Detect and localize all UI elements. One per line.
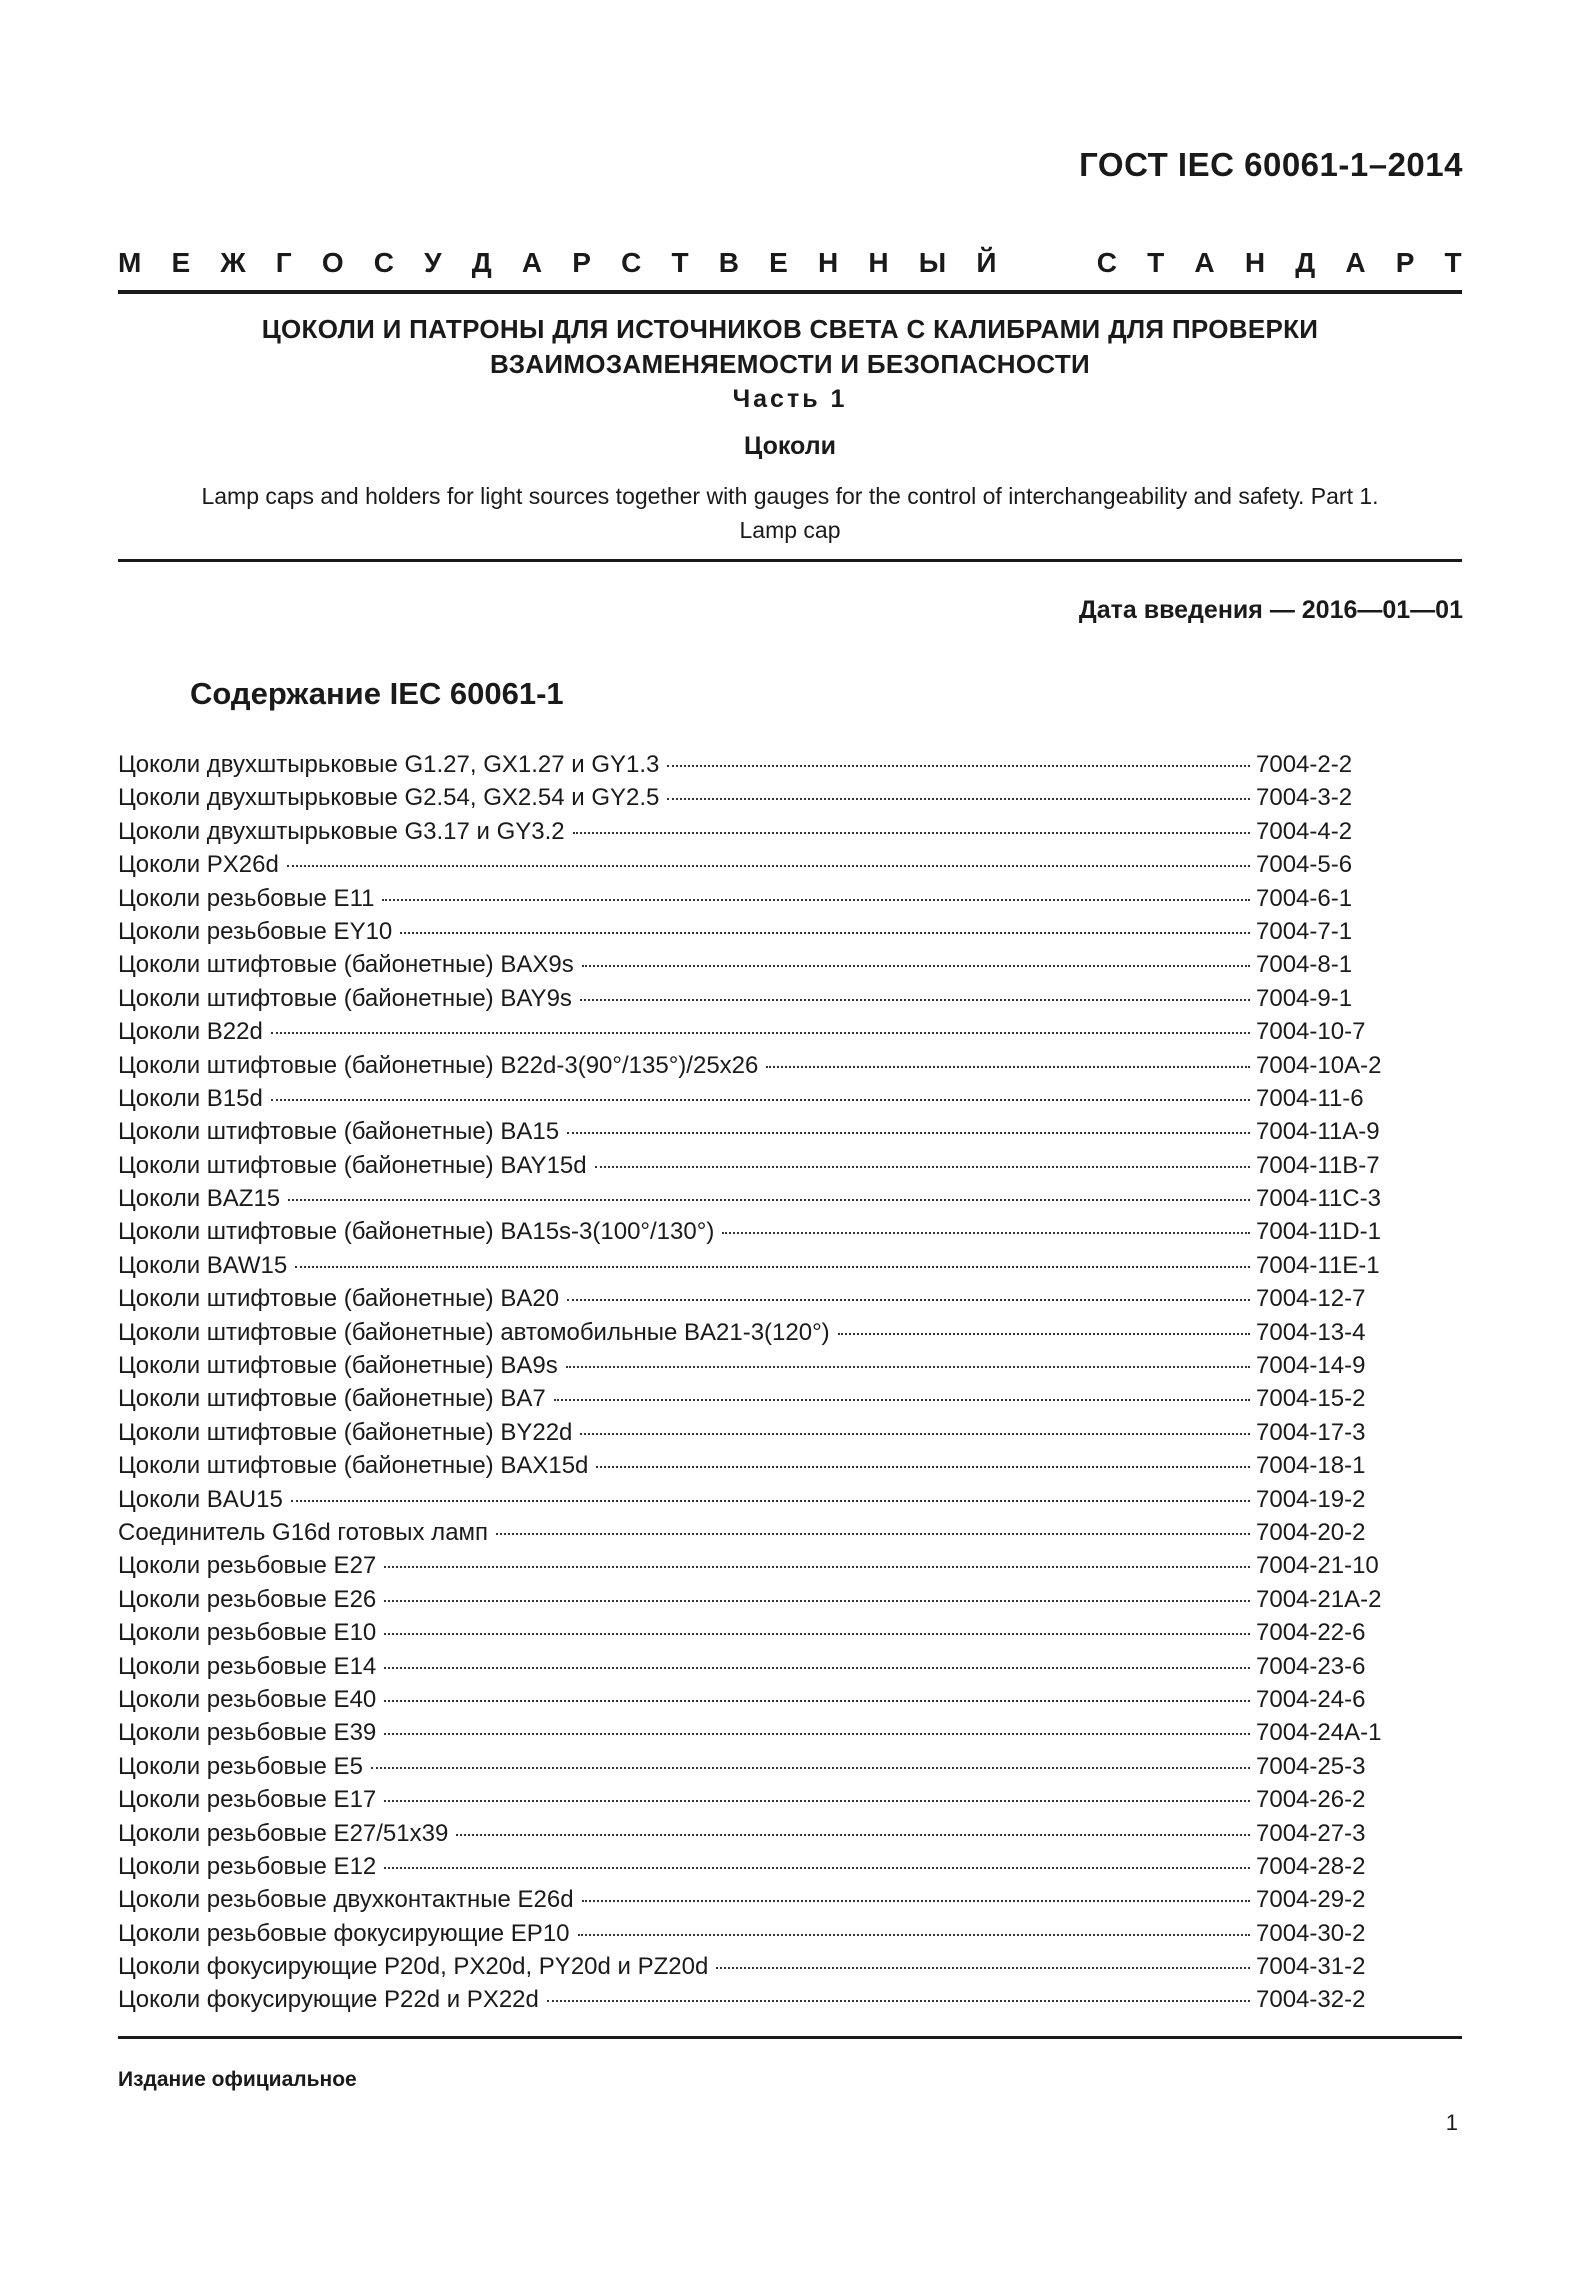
toc-entry-label: Цоколи штифтовые (байонетные) BA15: [118, 1118, 560, 1146]
toc-dot-leader: [384, 1733, 1250, 1735]
toc-dot-leader: [547, 2000, 1250, 2002]
banner-letter: Р: [572, 247, 591, 278]
toc-dot-leader: [291, 1500, 1250, 1502]
banner-letter: Н: [1244, 247, 1266, 278]
toc-entry-page: 7004-3-2: [1256, 784, 1353, 812]
toc-entry-label: Цоколи резьбовые E14: [118, 1652, 377, 1680]
toc-entry-label: Цоколи PX26d: [118, 851, 279, 879]
banner-letter: Т: [1147, 247, 1165, 278]
banner-letter: О: [321, 247, 344, 278]
toc-entry: [118, 1382, 1408, 1415]
toc-dot-leader: [566, 1366, 1250, 1368]
toc-entry-label: Цоколи штифтовые (байонетные) BAX9s: [118, 951, 574, 979]
toc-entry: [118, 1983, 1408, 2016]
toc-entry-label: Цоколи двухштырьковые G1.27, GX1.27 и GY1.3: [118, 751, 660, 778]
toc-entry: [118, 1883, 1408, 1916]
toc-entry-page: 7004-11-6: [1256, 1084, 1364, 1112]
toc-dot-leader: [722, 1232, 1250, 1234]
toc-entry-label: Цоколи B15d: [118, 1084, 263, 1112]
toc-entry: [118, 1817, 1408, 1850]
toc-entry: [118, 1249, 1408, 1282]
banner-letter: Е: [769, 247, 788, 278]
banner-letter: У: [424, 247, 442, 278]
banner-letter: С: [621, 247, 642, 278]
toc-entry-label: Цоколи штифтовые (байонетные) BA7: [118, 1385, 546, 1413]
toc-entry: [118, 1549, 1408, 1582]
toc-entry: [118, 1115, 1408, 1148]
banner-letter: Н: [868, 247, 889, 278]
toc-entry: [118, 1049, 1408, 1082]
banner-letter: С: [373, 247, 394, 278]
toc-entry: [118, 982, 1408, 1015]
toc-dot-leader: [838, 1333, 1250, 1335]
toc-entry: [118, 1015, 1408, 1048]
toc-entry-label: Цоколи резьбовые E11: [118, 884, 375, 912]
toc-entry-label: Цоколи резьбовые E5: [118, 1752, 363, 1780]
toc-entry: [118, 815, 1408, 848]
toc-entry-label: Цоколи резьбовые E39: [118, 1719, 377, 1747]
toc-entry: [118, 1483, 1408, 1516]
toc-entry-label: Цоколи BAZ15: [118, 1185, 281, 1213]
title-subtitle: Цоколи: [744, 432, 836, 460]
toc-entry: [118, 1182, 1408, 1215]
title-line-1: ЦОКОЛИ И ПАТРОНЫ ДЛЯ ИСТОЧНИКОВ СВЕТА С КАЛИБРАМИ ДЛЯ ПРОВЕРКИ: [261, 314, 1319, 344]
toc-dot-leader: [382, 899, 1250, 901]
banner-letter: Д: [1295, 247, 1316, 278]
toc-entry-page: 7004-20-2: [1256, 1518, 1366, 1546]
toc-entry-label: Цоколи резьбовые E27/51x39: [118, 1819, 449, 1847]
toc-entry-label: Цоколи двухштырьковые G2.54, GX2.54 и GY2.5: [118, 784, 660, 812]
toc-dot-leader: [667, 798, 1250, 800]
interstate-standard-banner: [118, 247, 1462, 279]
footer-rule: [118, 2036, 1462, 2039]
banner-letter: Й: [976, 247, 997, 278]
toc-dot-leader: [384, 1867, 1250, 1869]
toc-dot-leader: [295, 1266, 1250, 1268]
page-number: 1: [1445, 2110, 1458, 2135]
toc-entry-page: 7004-10-7: [1256, 1018, 1366, 1046]
toc-entry: [118, 1349, 1408, 1382]
header-rule: [118, 290, 1462, 294]
toc-entry-page: 7004-24A-1: [1256, 1719, 1382, 1747]
toc-dot-leader: [288, 1199, 1250, 1201]
title-part: Часть 1: [732, 385, 848, 413]
toc-entry-label: Цоколи штифтовые (байонетные) BAY15d: [118, 1151, 587, 1179]
toc-entry-label: Цоколи резьбовые E12: [118, 1852, 377, 1880]
toc-dot-leader: [384, 1633, 1250, 1635]
banner-letter: Е: [171, 247, 191, 278]
banner-letter: Т: [671, 247, 689, 278]
toc-entry: [118, 1583, 1408, 1616]
banner-letter: Н: [817, 247, 839, 278]
toc-entry-page: 7004-27-3: [1256, 1819, 1366, 1847]
toc-entry: [118, 1917, 1408, 1950]
toc-dot-leader: [766, 1066, 1250, 1068]
toc-entry-page: 7004-11D-1: [1256, 1218, 1381, 1246]
toc-dot-leader: [496, 1533, 1250, 1535]
toc-entry-page: 7004-6-1: [1256, 884, 1353, 912]
toc-entry-label: Цоколи B22d: [118, 1018, 263, 1046]
title-line-2: ВЗАИМОЗАМЕНЯЕМОСТИ И БЕЗОПАСНОСТИ: [489, 349, 1091, 379]
toc-entry-page: 7004-7-1: [1256, 917, 1353, 945]
banner-letter: Д: [471, 247, 492, 278]
toc-entry: [118, 1082, 1408, 1115]
toc-dot-leader: [595, 1166, 1250, 1168]
toc-dot-leader: [371, 1767, 1250, 1769]
toc-entry-label: Цоколи штифтовые (байонетные) BY22d: [118, 1418, 573, 1446]
toc-entry-label: Цоколи резьбовые EY10: [118, 917, 393, 945]
toc-dot-leader: [271, 1032, 1250, 1034]
toc-dot-leader: [582, 1900, 1250, 1902]
toc-entry: [118, 1750, 1408, 1783]
toc-entry-page: 7004-23-6: [1256, 1652, 1366, 1680]
toc-entry: [118, 948, 1408, 981]
table-of-contents: [118, 748, 1408, 2017]
banner-letter: В: [718, 247, 739, 278]
toc-entry-page: 7004-31-2: [1256, 1953, 1366, 1981]
toc-entry: [118, 1650, 1408, 1683]
toc-entry-label: Цоколи резьбовые E27: [118, 1552, 377, 1580]
title-english-line-2: Lamp cap: [739, 517, 841, 543]
toc-entry: [118, 848, 1408, 881]
toc-entry-page: 7004-4-2: [1256, 817, 1353, 845]
toc-entry-label: Цоколи штифтовые (байонетные) BA15s-3(100°/130°): [118, 1218, 715, 1246]
toc-entry-label: Цоколи фокусирующие P22d и PX22d: [118, 1986, 539, 2014]
toc-dot-leader: [554, 1399, 1250, 1401]
toc-entry-page: 7004-18-1: [1256, 1452, 1366, 1480]
toc-dot-leader: [287, 865, 1250, 867]
toc-entry-label: Цоколи фокусирующие P20d, PX20d, PY20d и PZ20d: [118, 1953, 709, 1981]
toc-entry-page: 7004-5-6: [1256, 851, 1353, 879]
banner-letter: А: [521, 247, 543, 278]
toc-entry-label: Цоколи резьбовые фокусирующие EP10: [118, 1919, 570, 1947]
banner-letter: Р: [1395, 247, 1415, 278]
banner-word-gap: [1027, 247, 1067, 279]
toc-entry-page: 7004-30-2: [1256, 1919, 1366, 1947]
toc-entry-page: 7004-13-4: [1256, 1318, 1366, 1346]
toc-entry-label: Цоколи двухштырьковые G3.17 и GY3.2: [118, 817, 565, 845]
toc-dot-leader: [271, 1099, 1250, 1101]
toc-dot-leader: [596, 1466, 1250, 1468]
toc-entry: [118, 1449, 1408, 1482]
title-english: [118, 479, 1462, 547]
banner-letter: М: [118, 247, 142, 278]
toc-entry-page: 7004-25-3: [1256, 1752, 1366, 1780]
toc-entry: [118, 1950, 1408, 1983]
toc-dot-leader: [384, 1800, 1250, 1802]
introduction-date: Дата введения — 2016—01—01: [1078, 596, 1463, 624]
toc-entry: [118, 1282, 1408, 1315]
toc-entry: [118, 1316, 1408, 1349]
toc-entry-page: 7004-28-2: [1256, 1852, 1366, 1880]
banner-letter: С: [1096, 247, 1117, 278]
toc-entry: [118, 1149, 1408, 1182]
toc-entry: [118, 1783, 1408, 1816]
toc-entry-label: Цоколи штифтовые (байонетные) B22d-3(90°/135°)/25x26: [118, 1051, 759, 1079]
toc-entry-label: Цоколи штифтовые (байонетные) BAY9s: [118, 984, 572, 1012]
toc-heading: Содержание IEC 60061-1: [190, 676, 564, 711]
toc-dot-leader: [567, 1299, 1250, 1301]
toc-dot-leader: [567, 1132, 1250, 1134]
toc-dot-leader: [716, 1967, 1250, 1969]
banner-letter: Г: [275, 247, 292, 278]
toc-entry: [118, 915, 1408, 948]
toc-entry-label: Цоколи резьбовые E40: [118, 1685, 377, 1713]
toc-dot-leader: [578, 1934, 1250, 1936]
toc-entry-page: 7004-19-2: [1256, 1485, 1366, 1513]
banner-letter: Т: [1444, 247, 1462, 278]
toc-entry: [118, 1850, 1408, 1883]
toc-dot-leader: [384, 1566, 1250, 1568]
toc-dot-leader: [582, 965, 1250, 967]
toc-entry: [118, 1516, 1408, 1549]
toc-entry-page: 7004-29-2: [1256, 1886, 1366, 1914]
toc-entry-page: 7004-11A-9: [1256, 1118, 1380, 1146]
toc-entry: [118, 748, 1408, 781]
toc-dot-leader: [580, 999, 1250, 1001]
banner-letter: Ж: [220, 247, 246, 278]
toc-entry-page: 7004-22-6: [1256, 1619, 1366, 1647]
toc-dot-leader: [384, 1600, 1250, 1602]
toc-entry-label: Цоколи штифтовые (байонетные) BA20: [118, 1285, 560, 1313]
toc-dot-leader: [384, 1700, 1250, 1702]
toc-dot-leader: [667, 765, 1250, 767]
toc-entry-page: 7004-32-2: [1256, 1986, 1366, 2014]
toc-entry-page: 7004-11C-3: [1256, 1185, 1381, 1213]
document-id: ГОСТ IEC 60061-1–2014: [1079, 146, 1463, 183]
toc-entry-label: Цоколи штифтовые (байонетные) BA9s: [118, 1352, 558, 1380]
toc-entry-page: 7004-24-6: [1256, 1685, 1366, 1713]
toc-dot-leader: [384, 1667, 1250, 1669]
banner-letter: А: [1194, 247, 1215, 278]
toc-dot-leader: [456, 1834, 1250, 1836]
title-english-line-1: Lamp caps and holders for light sources together with gauges for the control of interchangeability and safety. Part 1.: [201, 483, 1379, 509]
toc-entry: [118, 1215, 1408, 1248]
title-block: [118, 312, 1462, 547]
toc-dot-leader: [573, 832, 1250, 834]
toc-entry-page: 7004-9-1: [1256, 984, 1353, 1012]
edition-label: Издание официальное: [118, 2068, 357, 2091]
toc-entry: [118, 781, 1408, 814]
toc-entry-page: 7004-15-2: [1256, 1385, 1366, 1413]
toc-entry-page: 7004-21A-2: [1256, 1585, 1382, 1613]
title-rule: [118, 559, 1462, 562]
toc-entry-page: 7004-21-10: [1256, 1552, 1379, 1580]
toc-entry-label: Цоколи BAW15: [118, 1251, 288, 1279]
toc-entry-page: 7004-8-1: [1256, 951, 1353, 979]
toc-entry-page: 7004-12-7: [1256, 1285, 1366, 1313]
toc-entry-label: Цоколи резьбовые E17: [118, 1786, 377, 1814]
toc-entry-label: Цоколи резьбовые E26: [118, 1585, 377, 1613]
toc-entry: [118, 1416, 1408, 1449]
toc-dot-leader: [400, 932, 1250, 934]
toc-dot-leader: [580, 1433, 1250, 1435]
banner-letter: А: [1345, 247, 1366, 278]
toc-entry: [118, 1683, 1408, 1716]
toc-entry: [118, 882, 1408, 915]
banner-letter: Ы: [918, 247, 947, 278]
toc-entry-label: Цоколи штифтовые (байонетные) автомобильные BA21-3(120°): [118, 1318, 830, 1346]
toc-entry-page: 7004-11E-1: [1256, 1251, 1380, 1279]
toc-entry: [118, 1616, 1408, 1649]
toc-entry-label: Цоколи BAU15: [118, 1485, 283, 1513]
toc-entry-page: 7004-10A-2: [1256, 1051, 1382, 1079]
toc-entry: [118, 1716, 1408, 1749]
toc-entry-page: 7004-11B-7: [1256, 1151, 1380, 1179]
toc-entry-label: Цоколи резьбовые E10: [118, 1619, 377, 1647]
toc-entry-page: 7004-14-9: [1256, 1352, 1366, 1380]
toc-entry-page: 7004-26-2: [1256, 1786, 1366, 1814]
toc-entry-label: Цоколи резьбовые двухконтактные E26d: [118, 1886, 574, 1914]
toc-entry-label: Цоколи штифтовые (байонетные) BAX15d: [118, 1452, 589, 1480]
toc-entry-page: 7004-17-3: [1256, 1418, 1366, 1446]
toc-entry-label: Соединитель G16d готовых ламп: [118, 1518, 489, 1546]
toc-entry-page: 7004-2-2: [1256, 751, 1353, 778]
